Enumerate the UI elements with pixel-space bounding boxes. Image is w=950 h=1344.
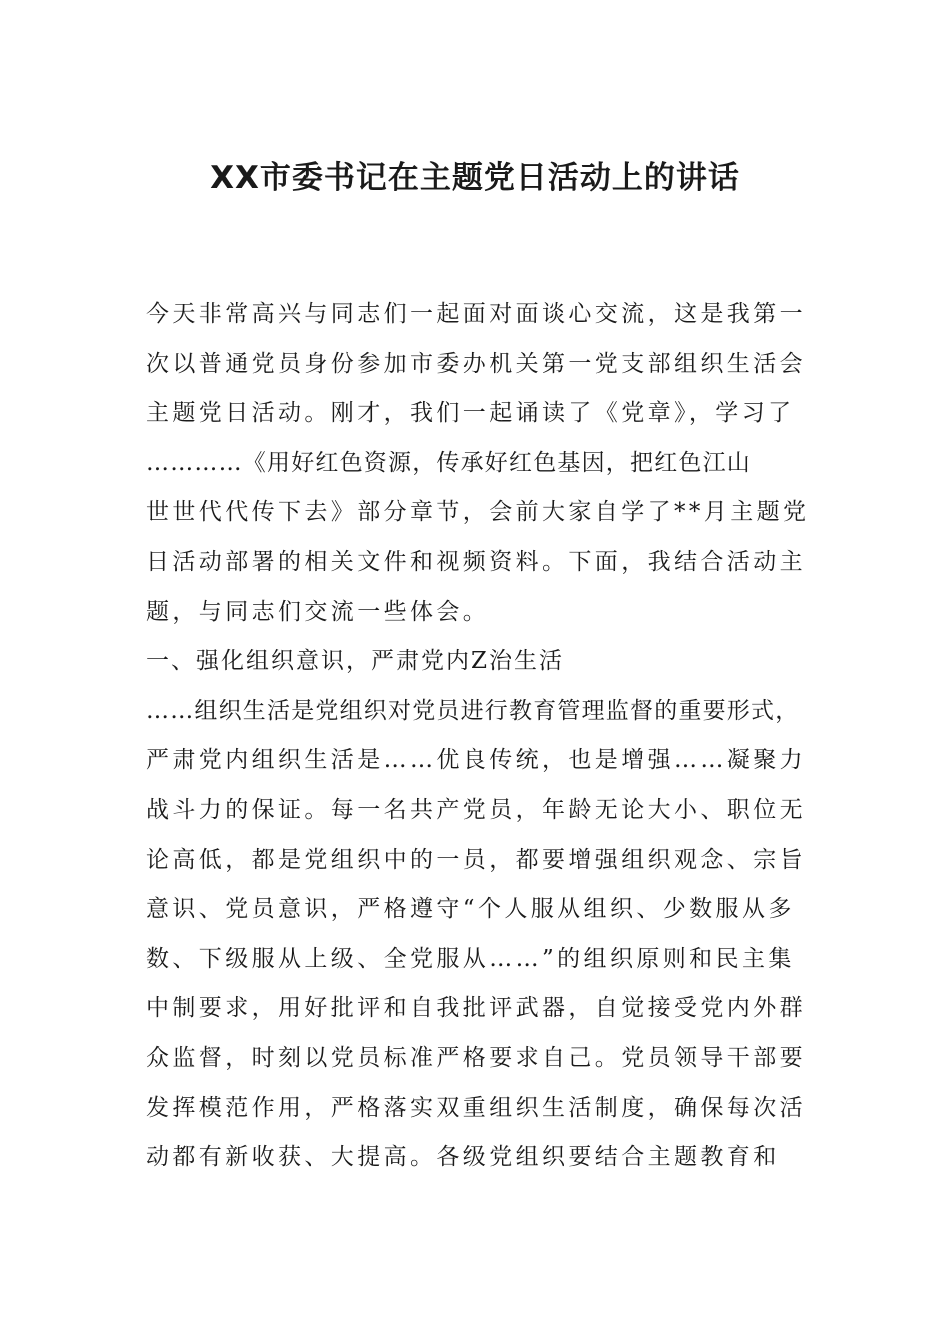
paragraph-line: 战斗力的保证。每一名共产党员，年龄无论大小、职位无	[146, 796, 806, 823]
paragraph-line: 次以普通党员身份参加市委办机关第一党支部组织生活会	[146, 350, 806, 377]
paragraph-line: ……组织生活是党组织对党员进行教育管理监督的重要形式，	[146, 697, 800, 724]
paragraph-line: 意识、党员意识，严格遵守“个人服从组织、少数服从多	[146, 896, 795, 923]
paragraph-line: 题，与同志们交流一些体会。	[146, 598, 490, 625]
paragraph-line: 发挥模范作用，严格落实双重组织生活制度，确保每次活	[146, 1094, 806, 1121]
paragraph-line: 世世代代传下去》部分章节，会前大家自学了**月主题党	[146, 499, 810, 526]
paragraph-line: 论高低，都是党组织中的一员，都要增强组织观念、宗旨	[146, 846, 806, 873]
paragraph-line: 主题党日活动。刚才，我们一起诵读了《党章》，学习了	[146, 400, 795, 427]
section-heading: 一、强化组织意识，严肃党内Z治生活	[146, 648, 564, 675]
paragraph-line: 严肃党内组织生活是……优良传统，也是增强……凝聚力	[146, 747, 806, 774]
document-title: XX市委书记在主题党日活动上的讲话	[210, 160, 740, 196]
paragraph-line: 数、下级服从上级、全党服从……”的组织原则和民主集	[146, 945, 795, 972]
paragraph-line: …………《用好红色资源，传承好红色基因，把红色江山	[146, 449, 751, 476]
paragraph-line: 今天非常高兴与同志们一起面对面谈心交流，这是我第一	[146, 301, 806, 327]
paragraph-line: 众监督，时刻以党员标准严格要求自己。党员领导干部要	[146, 1044, 806, 1071]
paragraph-line: 中制要求，用好批评和自我批评武器，自觉接受党内外群	[146, 995, 806, 1022]
paragraph-line: 日活动部署的相关文件和视频资料。下面，我结合活动主	[146, 548, 806, 575]
paragraph-line: 动都有新收获、大提高。各级党组织要结合主题教育和	[146, 1144, 780, 1171]
document-body	[146, 290, 816, 1183]
